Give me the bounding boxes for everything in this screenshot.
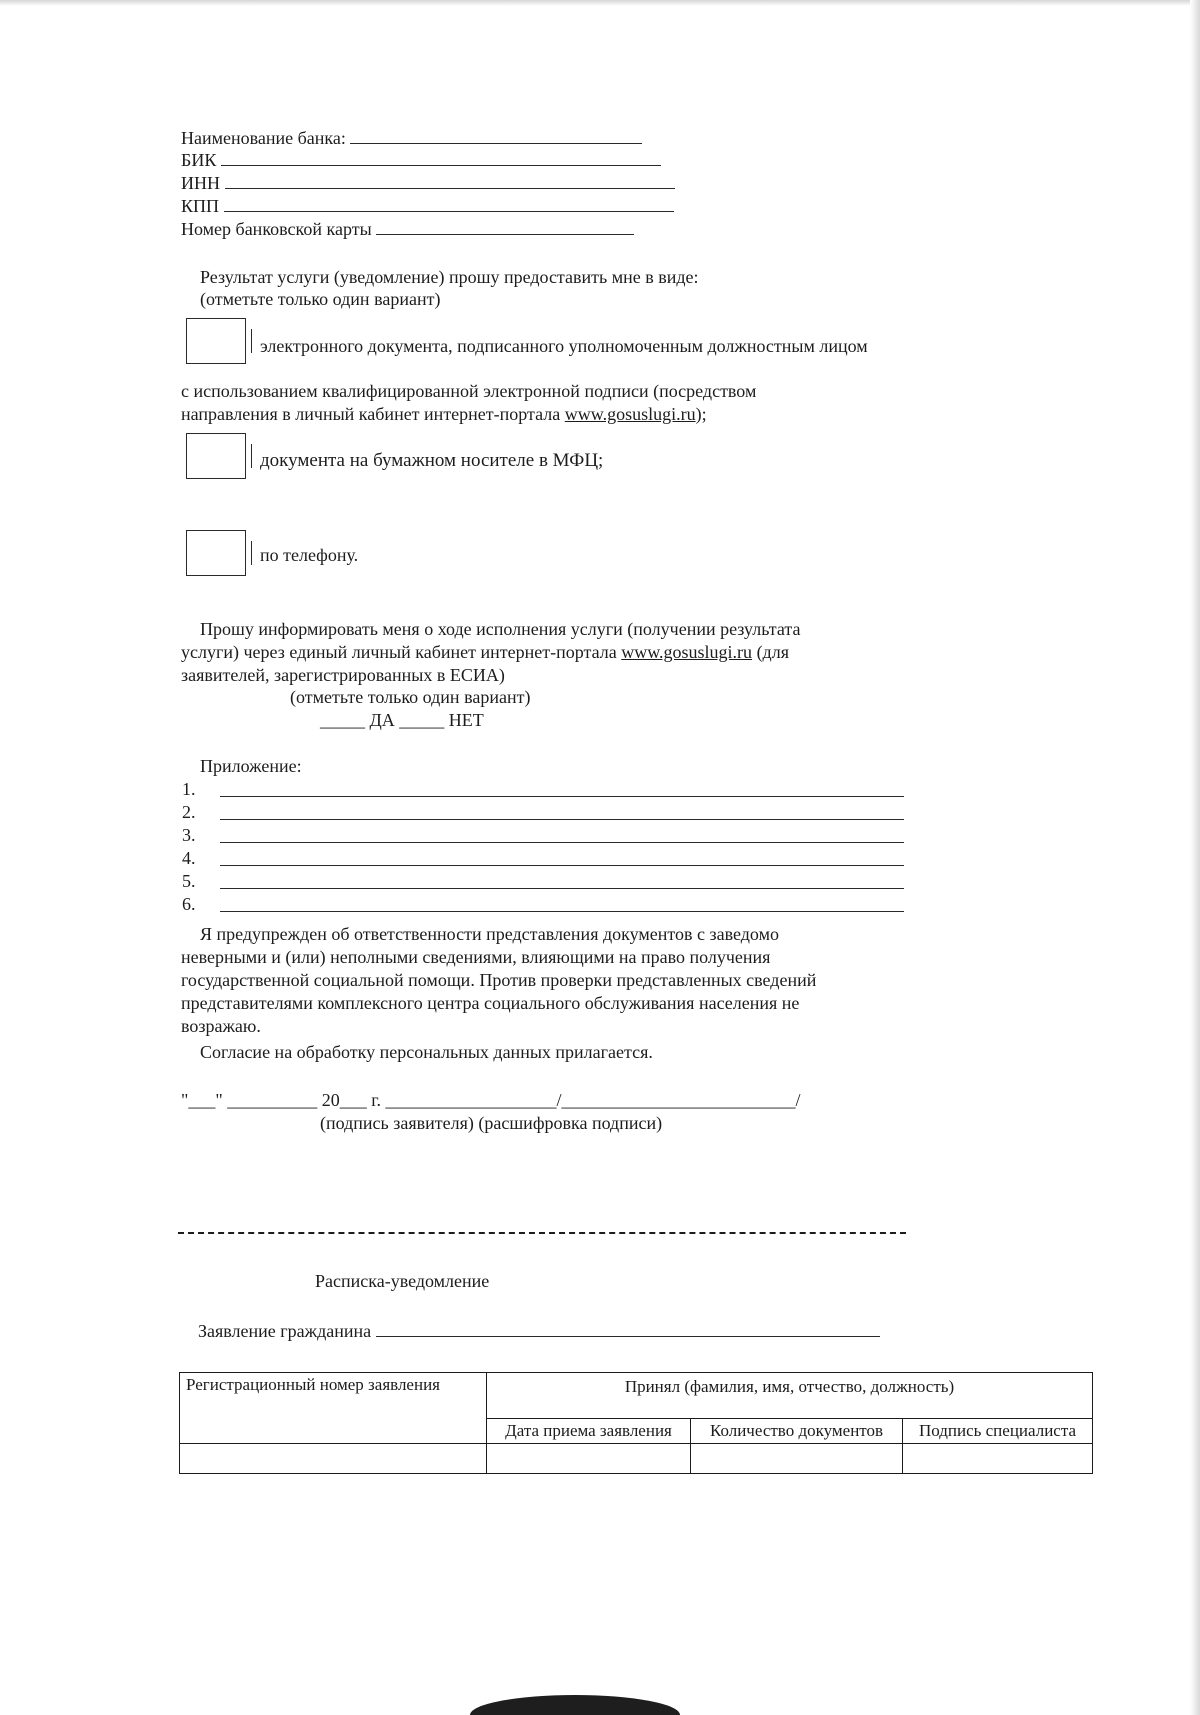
count-cell[interactable] <box>691 1444 903 1474</box>
scan-edge-top <box>0 0 1200 6</box>
inform-line3: заявителей, зарегистрированных в ЕСИА) <box>181 665 505 685</box>
attachment-line <box>220 888 904 889</box>
bik-field[interactable] <box>221 150 661 166</box>
attachment-line <box>220 842 904 843</box>
option-electronic-checkbox[interactable] <box>186 318 246 364</box>
accepted-header: Принял (фамилия, имя, отчество, должность) <box>487 1373 1093 1419</box>
option-electronic-line3-prefix: направления в личный кабинет интернет-портала <box>181 404 565 424</box>
attachment-line <box>220 865 904 866</box>
statement-label: Заявление гражданина <box>198 1321 372 1341</box>
attachment-row-5[interactable] <box>182 870 904 892</box>
attachment-line <box>220 911 904 912</box>
option-electronic-line3-suffix: ); <box>695 404 707 424</box>
warning-line1: Я предупрежден об ответственности представления документов с заведомо <box>200 924 779 944</box>
reg-number-cell[interactable] <box>180 1444 487 1474</box>
attachment-number: 1. <box>182 779 196 799</box>
attachment-line <box>220 796 904 797</box>
warning-line2: неверными и (или) неполными сведениями, влияющими на право получения <box>181 947 771 967</box>
attachment-row-1[interactable] <box>182 778 904 800</box>
option-paper-checkbox[interactable] <box>186 433 246 479</box>
option-electronic-line3 <box>181 403 707 425</box>
signature-header: Подпись специалиста <box>903 1419 1093 1444</box>
attachment-line <box>220 819 904 820</box>
inform-line4: (отметьте только один вариант) <box>290 687 531 707</box>
reg-number-header: Регистрационный номер заявления <box>180 1373 487 1444</box>
option-phone-checkbox[interactable] <box>186 530 246 576</box>
attachment-row-2[interactable] <box>182 801 904 823</box>
consent-text: Согласие на обработку персональных данных прилагается. <box>200 1042 653 1062</box>
bik-label: БИК <box>181 150 217 170</box>
attachment-number: 2. <box>182 802 196 822</box>
scan-edge-right <box>1190 0 1200 1715</box>
date-cell[interactable] <box>487 1444 691 1474</box>
signature-labels: (подпись заявителя) (расшифровка подписи) <box>320 1113 663 1133</box>
statement-field[interactable] <box>376 1321 880 1337</box>
kpp-label: КПП <box>181 196 220 216</box>
statement-row <box>198 1320 880 1342</box>
warning-line5: возражаю. <box>181 1016 261 1036</box>
attachment-number: 6. <box>182 894 196 914</box>
option-phone-label: по телефону. <box>260 545 359 565</box>
option-paper-label: документа на бумажном носителе в МФЦ; <box>260 450 604 471</box>
inform-yes-no[interactable]: _____ ДА _____ НЕТ <box>320 710 484 730</box>
card-field[interactable] <box>376 219 634 235</box>
kpp-field[interactable] <box>224 196 674 212</box>
receipt-table <box>179 1372 1093 1474</box>
warning-line3: государственной социальной помощи. Против проверки представленных сведений <box>181 970 817 990</box>
inn-field[interactable] <box>225 173 675 189</box>
bik-row <box>181 149 661 171</box>
card-row <box>181 218 634 240</box>
receipt-title: Расписка-уведомление <box>315 1271 490 1291</box>
bank-name-label: Наименование банка: <box>181 128 346 148</box>
attachment-row-4[interactable] <box>182 847 904 869</box>
result-intro-line2: (отметьте только один вариант) <box>200 289 441 309</box>
option-electronic-label: электронного документа, подписанного уполномоченным должностным лицом <box>260 336 868 356</box>
option-electronic-line2: с использованием квалифицированной электронной подписи (посредством <box>181 381 757 401</box>
signature-cell[interactable] <box>903 1444 1093 1474</box>
inform-line2-prefix: услуги) через единый личный кабинет интернет-портала <box>181 642 622 662</box>
result-intro-line1: Результат услуги (уведомление) прошу предоставить мне в виде: <box>200 267 699 287</box>
attachment-number: 4. <box>182 848 196 868</box>
bank-name-field[interactable] <box>350 128 642 144</box>
gosuslugi-link-2[interactable]: www.gosuslugi.ru <box>621 642 753 662</box>
date-header: Дата приема заявления <box>487 1419 691 1444</box>
attachments-title: Приложение: <box>200 756 302 776</box>
attachment-row-6[interactable] <box>182 893 904 915</box>
scan-artifact <box>470 1695 680 1715</box>
inform-line2 <box>181 641 789 663</box>
attachment-row-3[interactable] <box>182 824 904 846</box>
gosuslugi-link[interactable]: www.gosuslugi.ru <box>564 404 696 424</box>
signature-date-line[interactable]: "___" __________ 20___ г. ___________________/__________________________/ <box>181 1090 801 1110</box>
cut-line <box>178 1232 906 1234</box>
warning-line4: представителями комплексного центра социального обслуживания населения не <box>181 993 800 1013</box>
bank-name-row <box>181 127 642 149</box>
count-header: Количество документов <box>691 1419 903 1444</box>
kpp-row <box>181 195 674 217</box>
attachment-number: 5. <box>182 871 196 891</box>
card-label: Номер банковской карты <box>181 219 372 239</box>
inn-label: ИНН <box>181 173 220 193</box>
inn-row <box>181 172 675 194</box>
inform-line1: Прошу информировать меня о ходе исполнения услуги (получении результата <box>200 619 801 639</box>
inform-line2-suffix: (для <box>752 642 789 662</box>
attachment-number: 3. <box>182 825 196 845</box>
